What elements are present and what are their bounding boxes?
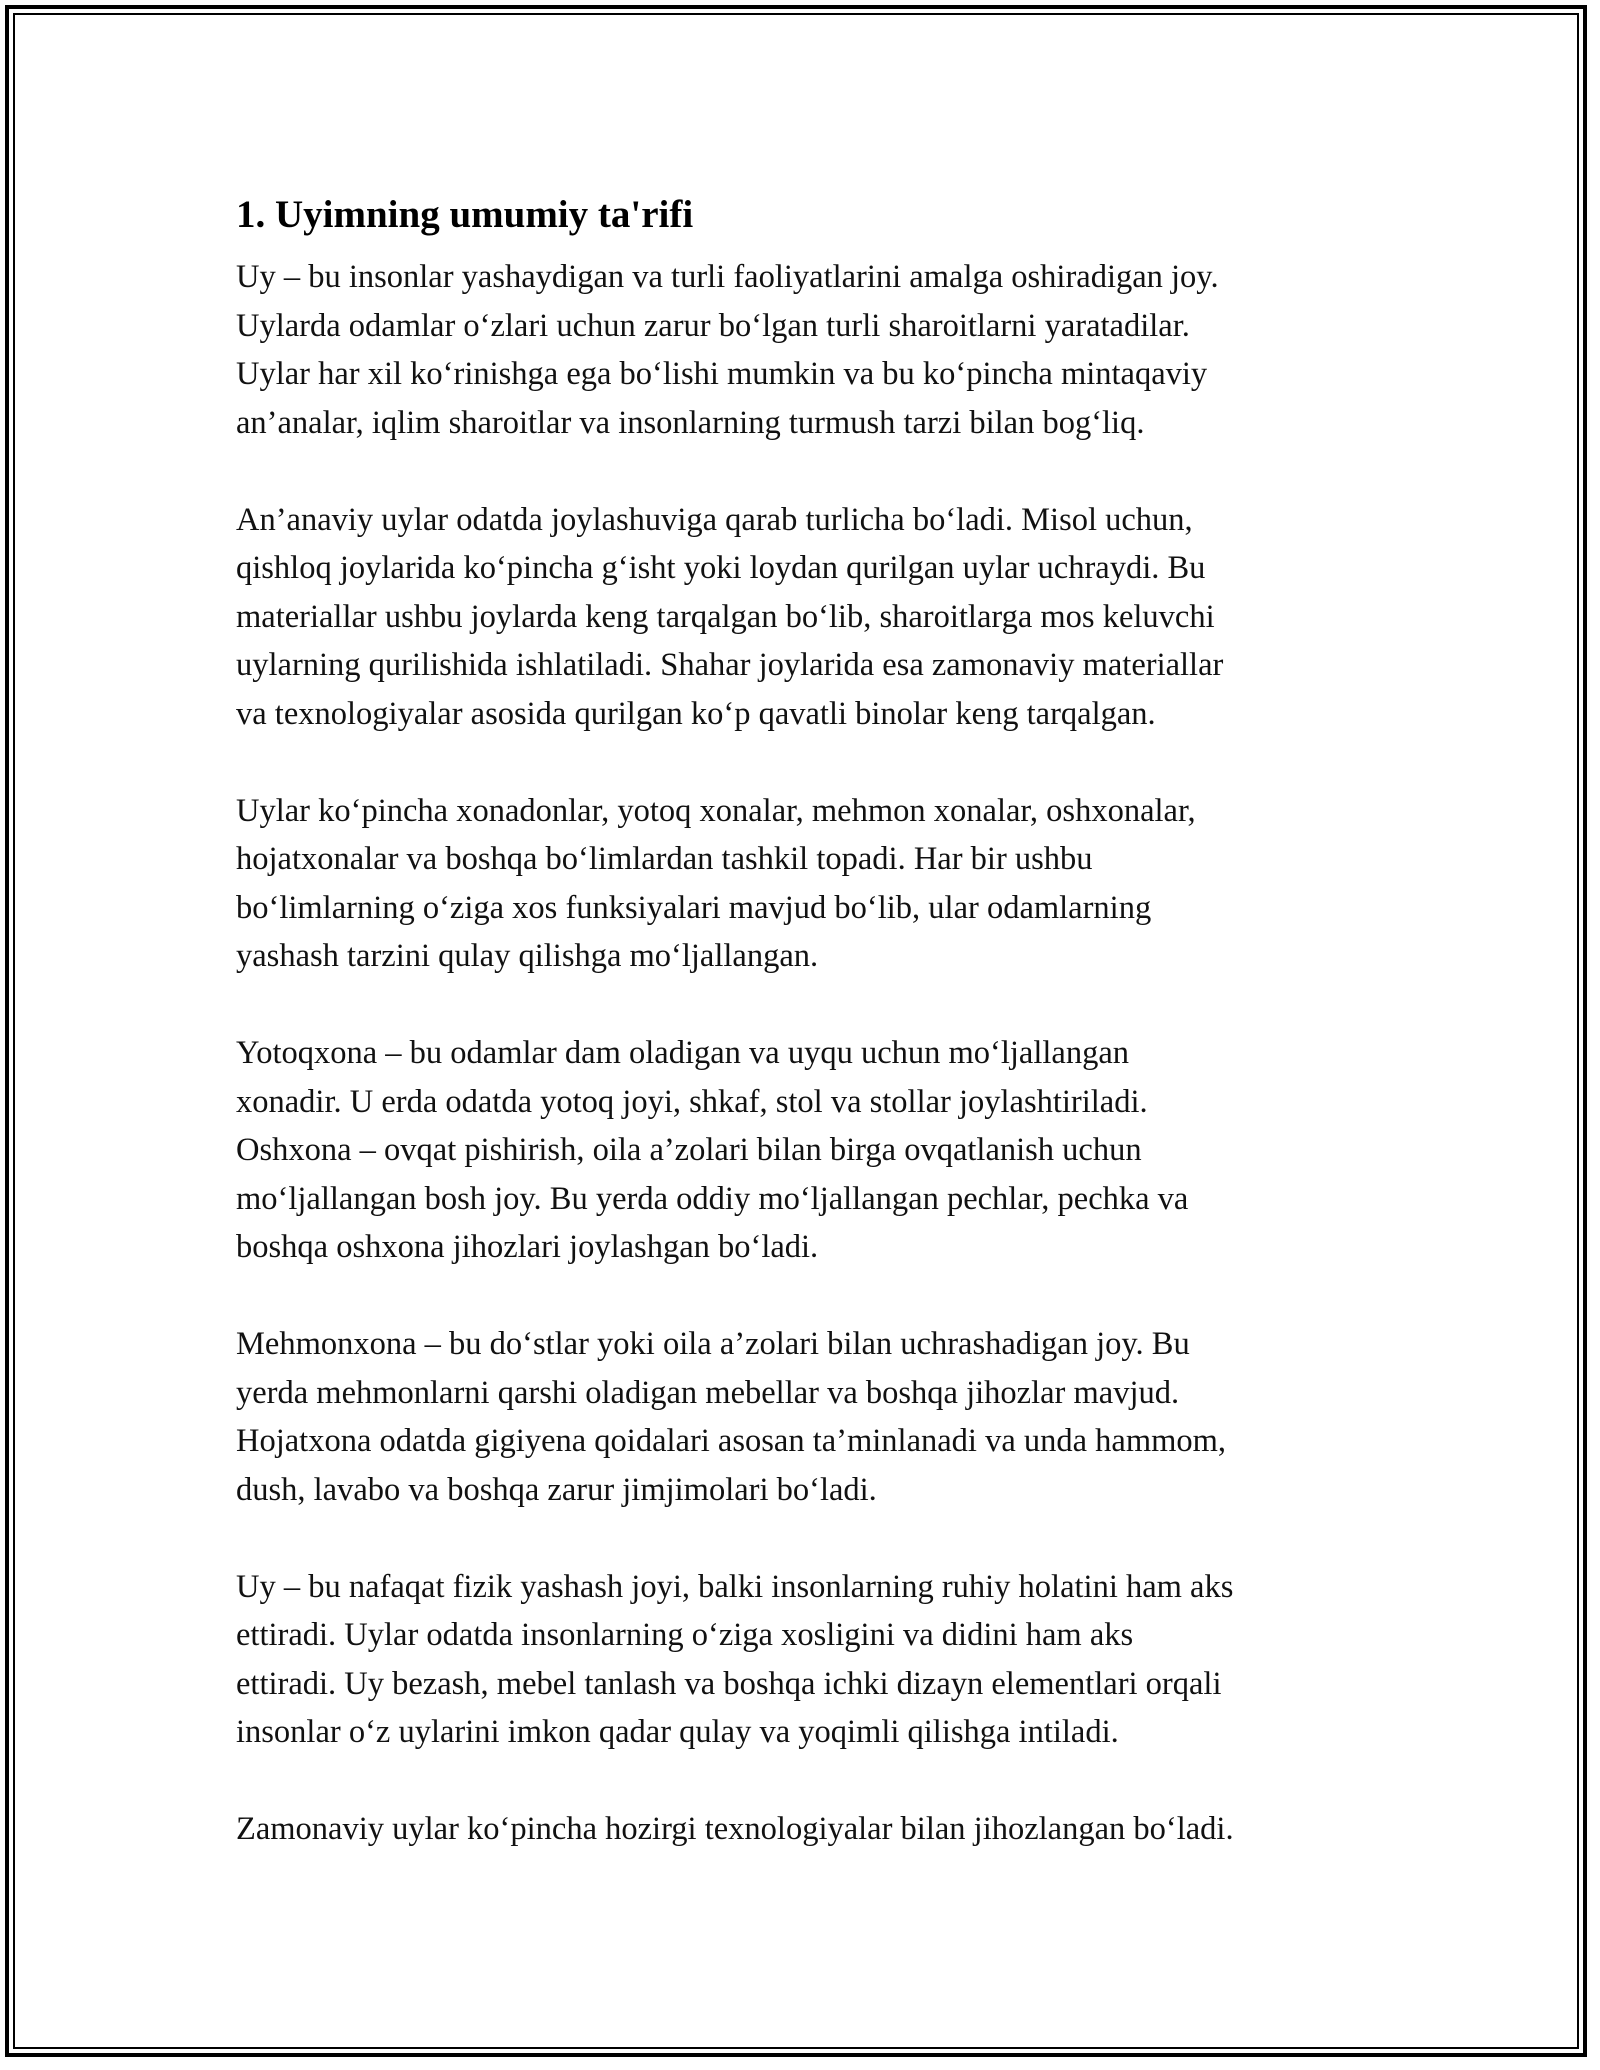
paragraph-1: Uy – bu insonlar yashaydigan va turli faoliyatlarini amalga oshiradigan joy. Uylarda odamlar o‘zlari uchun zarur bo‘lgan turli sharoitlarni yaratadilar. Uylar har xil ko‘rinishga ega bo‘lishi mumkin va bu ko‘pincha mintaqaviy an’analar, iqlim sharoitlar va insonlarning turmush tarzi bilan bog‘liq. bbox=[236, 259, 1219, 441]
section-heading: 1. Uyimning umumiy ta'rifi bbox=[236, 193, 694, 236]
paragraph-5: Mehmonxona – bu do‘stlar yoki oila a’zolari bilan uchrashadigan joy. Bu yerda mehmonlarni qarshi oladigan mebellar va boshqa jihozlar mavjud. Hojatxona odatda gigiyena qoidalari asosan ta’minlanadi va unda hammom, dush, lavabo va boshqa zarur jimjimolari bo‘ladi. bbox=[236, 1326, 1227, 1508]
paragraph-2: An’anaviy uylar odatda joylashuviga qarab turlicha bo‘ladi. Misol uchun, qishloq joylarida ko‘pincha g‘isht yoki loydan qurilgan uylar uchraydi. Bu materiallar ushbu joylarda keng tarqalgan bo‘lib, sharoitlarga mos keluvchi uylarning qurilishida ishlatiladi. Shahar joylarida esa zamonaviy materiallar va texnologiyalar asosida qurilgan ko‘p qavatli binolar keng tarqalgan. bbox=[236, 501, 1224, 732]
paragraph-7: Zamonaviy uylar ko‘pincha hozirgi texnologiyalar bilan jihozlangan bo‘ladi. bbox=[236, 1811, 1234, 1847]
paragraph-3: Uylar ko‘pincha xonadonlar, yotoq xonalar, mehmon xonalar, oshxonalar, hojatxonalar va boshqa bo‘limlardan tashkil topadi. Har bir ushbu bo‘limlarning o‘ziga xos funksiyalari mavjud bo‘lib, ular odamlarning yashash tarzini qulay qilishga mo‘ljallangan. bbox=[236, 792, 1196, 974]
document-body bbox=[236, 185, 1386, 1854]
paragraph-6: Uy – bu nafaqat fizik yashash joyi, balki insonlarning ruhiy holatini ham aks ettiradi. Uylar odatda insonlarning o‘ziga xosligini va didini ham aks ettiradi. Uy bezash, mebel tanlash va boshqa ichki dizayn elementlari orqali insonlar o‘z uylarini imkon qadar qulay va yoqimli qilishga intiladi. bbox=[236, 1568, 1234, 1750]
paragraph-4: Yotoqxona – bu odamlar dam oladigan va uyqu uchun mo‘ljallangan xonadir. U erda odatda yotoq joyi, shkaf, stol va stollar joylashtiriladi. Oshxona – ovqat pishirish, oila a’zolari bilan birga ovqatlanish uchun mo‘ljallangan bosh joy. Bu yerda oddiy mo‘ljallangan pechlar, pechka va boshqa oshxona jihozlari joylashgan bo‘ladi. bbox=[236, 1035, 1189, 1265]
